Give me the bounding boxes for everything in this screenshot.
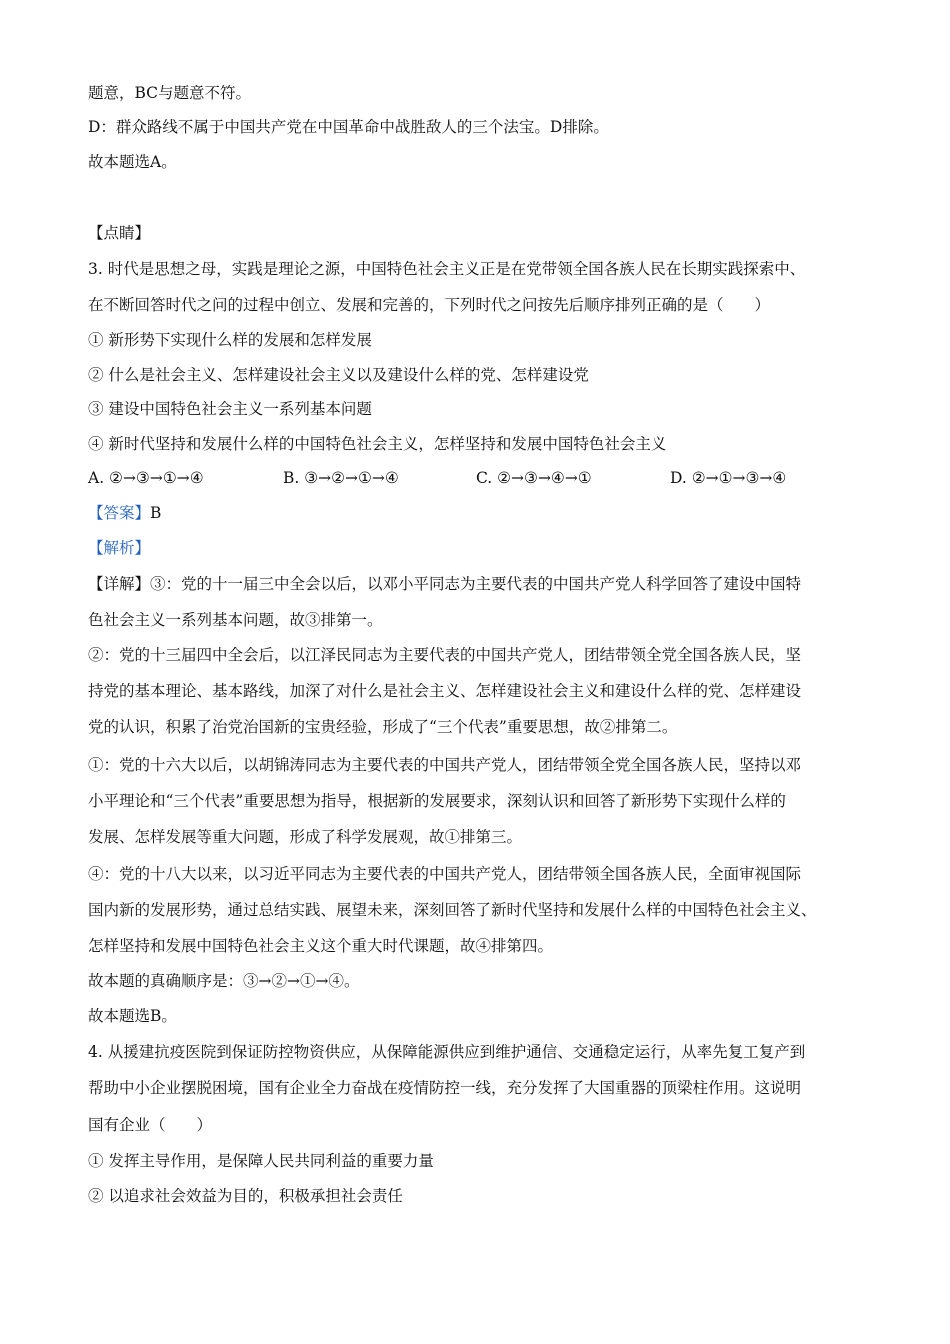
q3-detail-line-4: 持党的基本理论、基本路线，加深了对什么是社会主义、怎样建设社会主义和建设什么样的党、怎样建设 (88, 682, 802, 700)
q3-answer (88, 502, 868, 524)
q3-option-c: C. ②→③→④→① (476, 469, 592, 487)
prev-answer-line-3: 故本题选A。 (88, 153, 177, 171)
q3-detail-line-5: 党的认识，积累了治党治国新的宝贵经验，形成了“三个代表”重要思想，故②排第二。 (88, 718, 678, 736)
q3-detail-line-8: 发展、怎样发展等重大问题，形成了科学发展观，故①排第三。 (88, 828, 523, 846)
q3-item-3: ③ 建设中国特色社会主义一系列基本问题 (88, 400, 372, 418)
q3-item-4: ④ 新时代坚持和发展什么样的中国特色社会主义，怎样坚持和发展中国特色社会主义 (88, 435, 667, 453)
q3-option-a: A. ②→③→①→④ (88, 469, 204, 487)
q3-stem-line-1: 3. 时代是思想之母，实践是理论之源，中国特色社会主义正是在党带领全国各族人民在长期实践探索中、 (88, 260, 806, 278)
q3-detail-line-10: 国内新的发展形势，通过总结实践、展望未来，深刻回答了新时代坚持和发展什么样的中国特色社会主义、 (88, 901, 817, 919)
q3-option-d: D. ②→①→③→④ (670, 469, 787, 487)
q3-detail-line-11: 怎样坚持和发展中国特色社会主义这个重大时代课题，故④排第四。 (88, 937, 554, 955)
q4-stem-line-1: 4. 从援建抗疫医院到保证防控物资供应，从保障能源供应到维护通信、交通稳定运行，从率先复工复产到 (88, 1043, 806, 1061)
q3-item-2: ② 什么是社会主义、怎样建设社会主义以及建设什么样的党、怎样建设党 (88, 366, 589, 384)
dianjing-label: 【点睛】 (88, 224, 151, 242)
answer-label: 【答案】 (88, 504, 151, 522)
q3-detail-line-1: 【详解】③：党的十一届三中全会以后，以邓小平同志为主要代表的中国共产党人科学回答了建设中国特 (88, 575, 802, 593)
answer-value: B (150, 504, 162, 522)
q4-item-1: ① 发挥主导作用，是保障人民共同利益的重要力量 (88, 1152, 434, 1170)
q3-option-b: B. ③→②→①→④ (283, 469, 399, 487)
q3-detail-line-2: 色社会主义一系列基本问题，故③排第一。 (88, 611, 383, 629)
prev-answer-line-2: D：群众路线不属于中国共产党在中国革命中战胜敌人的三个法宝。D排除。 (88, 118, 609, 136)
prev-answer-line-1: 题意，BC与题意不符。 (88, 84, 252, 102)
q3-item-1: ① 新形势下实现什么样的发展和怎样发展 (88, 331, 372, 349)
analysis-label: 【解析】 (88, 539, 151, 557)
q3-detail-line-13: 故本题选B。 (88, 1007, 177, 1025)
q4-item-2: ② 以追求社会效益为目的，积极承担社会责任 (88, 1187, 403, 1205)
q3-detail-line-7: 小平理论和“三个代表”重要思想为指导，根据新的发展要求，深刻认识和回答了新形势下实现什么样的 (88, 792, 786, 810)
q4-stem-line-3: 国有企业（ ） (88, 1116, 213, 1134)
q3-detail-line-6: ①：党的十六大以后，以胡锦涛同志为主要代表的中国共产党人，团结带领全党全国各族人民，坚持以邓 (88, 756, 802, 774)
q3-detail-line-12: 故本题的真确顺序是：③→②→①→④。 (88, 972, 360, 990)
q3-detail-line-3: ②：党的十三届四中全会后，以江泽民同志为主要代表的中国共产党人，团结带领全党全国各族人民，坚 (88, 646, 802, 664)
q4-stem-line-2: 帮助中小企业摆脱困境，国有企业全力奋战在疫情防控一线，充分发挥了大国重器的顶梁柱作用。这说明 (88, 1079, 802, 1097)
q3-detail-line-9: ④：党的十八大以来，以习近平同志为主要代表的中国共产党人，团结带领全国各族人民，全面审视国际 (88, 865, 802, 883)
q3-stem-line-2: 在不断回答时代之问的过程中创立、发展和完善的，下列时代之问按先后顺序排列正确的是（ ） (88, 296, 771, 314)
